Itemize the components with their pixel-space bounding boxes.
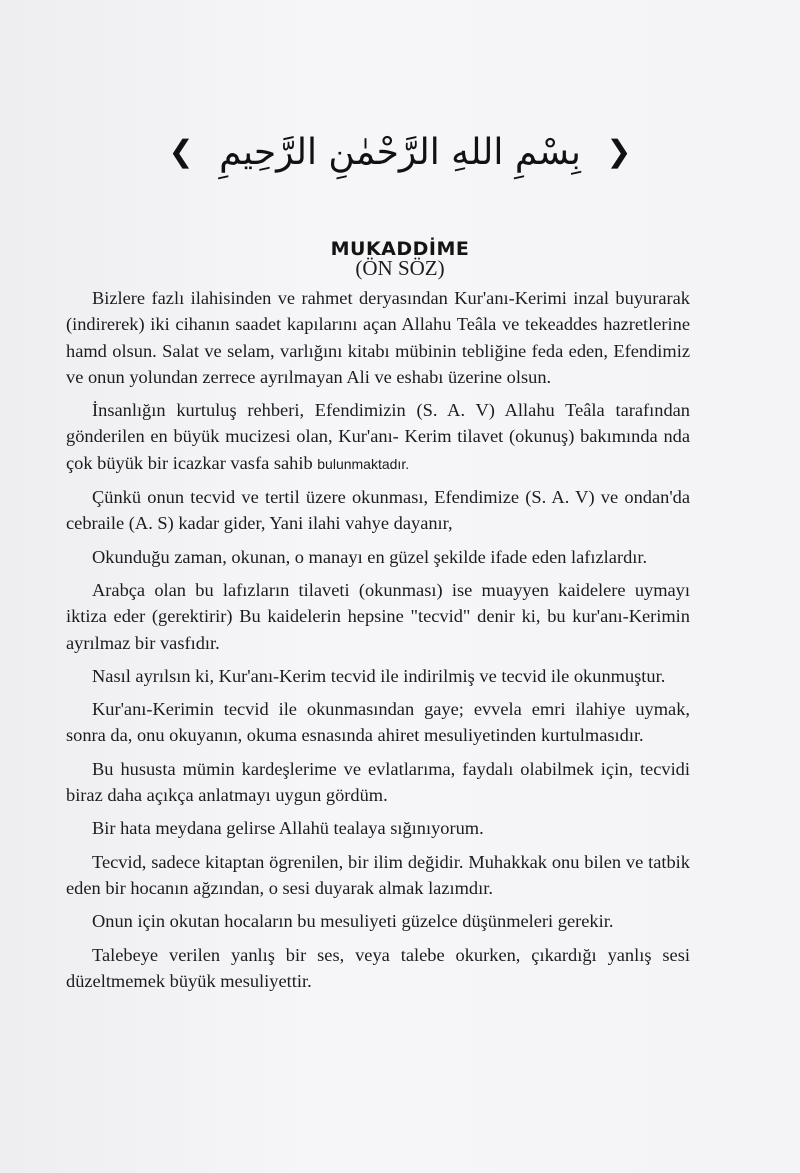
paragraph: Bizlere fazlı ilahisinden ve rahmet deryasından Kur'anı-Kerimi inzal buyurarak (indirerek) iki cihanın saadet kapılarını açan Allahu Teâla ve tekeaddes hazretlerine hamd olsun. Salat ve selam, varlığını kitabı mübinin tebliğine feda eden, Efendimiz ve onun yolundan zerrece ayrılmayan Ali ve eshabı üzerine olsun. (66, 288, 690, 387)
basmala-text: بِسْمِ اللهِ الرَّحْمٰنِ الرَّحِيمِ (219, 131, 581, 173)
paragraph: Onun için okutan hocaların bu mesuliyeti güzelce düşünmeleri gerekir. (92, 911, 614, 932)
paragraph: Kur'anı-Kerimin tecvid ile okunmasından gaye; evvela emri ilahiye uymak, sonra da, onu okuyanın, okuma esnasında ahiret mesuliyetinden kurtulmasıdır. (66, 699, 690, 746)
right-ornament-icon: ❯ (606, 134, 632, 170)
paragraph: Bir hata meydana gelirse Allahü tealaya sığınıyorum. (92, 818, 484, 839)
basmala-header (0, 130, 800, 173)
paragraph-text: İnsanlığın kurtuluş rehberi, Efendimizin (S. A. V) Allahu Teâla tarafından gönderilen en büyük mucizesi olan, Kur'anı- Kerim tilavet (okunuş) bakımında nda çok büyük bir icazkar vasfa sahib (66, 400, 690, 473)
page-subtitle: (ÖN SÖZ) (355, 256, 445, 280)
paragraph: Talebeye verilen yanlış bir ses, veya talebe okurken, çıkardığı yanlış sesi düzeltmemek büyük mesuliyettir. (66, 944, 690, 991)
paragraph (66, 397, 690, 477)
paragraph: Nasıl ayrılsın ki, Kur'anı-Kerim tecvid ile indirilmiş ve tecvid ile okunmuştur. (92, 665, 666, 686)
paragraph: Tecvid, sadece kitaptan ögrenilen, bir ilim değidir. Muhakkak onu bilen ve tatbik eden bir hocanın ağzından, o sesi duyarak almak lazımdır. (66, 851, 690, 898)
paragraph-tail: bulunmaktadır. (317, 455, 410, 472)
page-title: MUKADDİME (330, 238, 470, 260)
left-ornament-icon: ❮ (168, 134, 194, 170)
paragraph: Bu hususta mümin kardeşlerime ve evlatlarıma, faydalı olabilmek için, tecvidi biraz daha açıkça anlatmayı uygun gördüm. (66, 758, 690, 806)
paragraph: Çünkü onun tecvid ve tertil üzere okunması, Efendimize (S. A. V) ve ondan'da cebraile (A. S) kadar gider, Yani ilahi vahye dayanır, (66, 487, 690, 534)
paragraph: Arabça olan bu lafızların tilaveti (okunması) ise muayyen kaidelere uymayı iktiza eder (gerektirir) Bu kaidelerin hepsine "tecvid" denir ki, bu kur'anı-Kerimin ayrılmaz bir vasfıdır. (66, 579, 690, 653)
paragraph: Okunduğu zaman, okunan, o manayı en güzel şekilde ifade eden lafızlardır. (92, 546, 648, 567)
body-text (66, 285, 690, 1001)
